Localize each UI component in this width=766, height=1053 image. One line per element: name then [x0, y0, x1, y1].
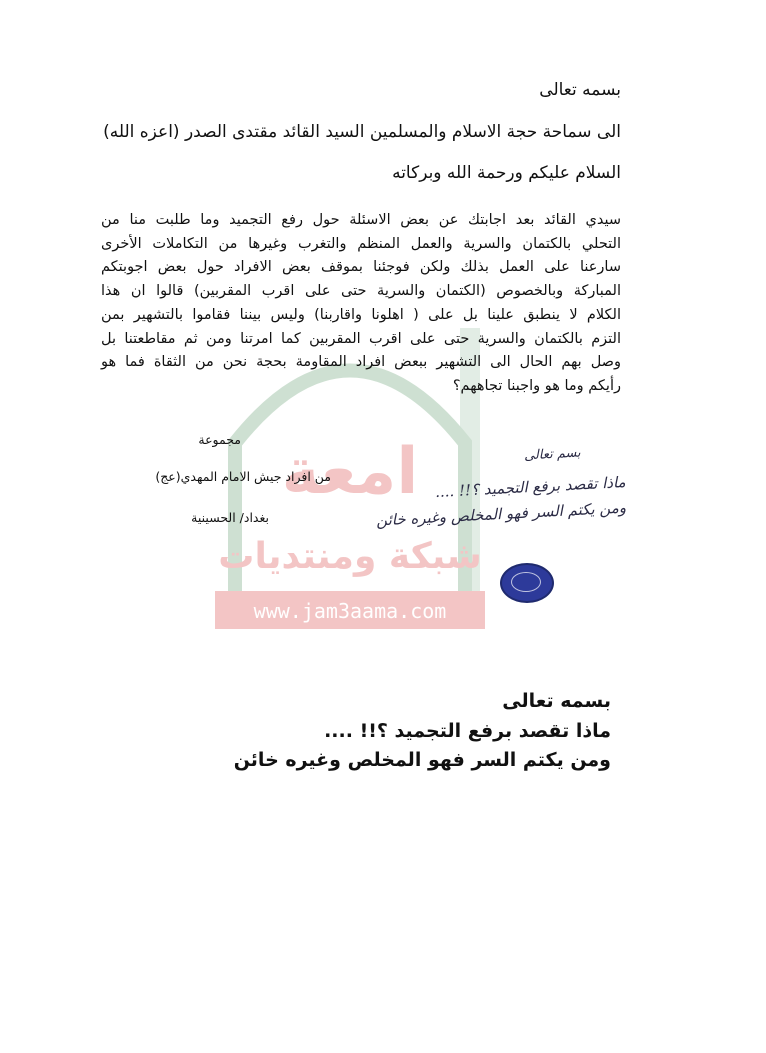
- signature-members: من افراد جيش الامام المهدي(عج): [155, 469, 331, 484]
- greeting-line: السلام عليكم ورحمة الله وبركاته: [392, 163, 621, 183]
- body-line: التحلي بالكتمان والسرية والعمل المنظم والتغرب وغيرها من التكاملات الأخرى: [101, 235, 621, 252]
- watermark-brand: امعة: [281, 435, 419, 509]
- handwritten-heading: بسم تعالى: [523, 445, 582, 464]
- body-line: وصل بهم الحال الى التشهير ببعض افراد المقاومة بحجة نحن من الثقاة فما هو: [101, 354, 621, 371]
- transcription-line-1: بسمه تعالى: [502, 690, 611, 712]
- basmala: بسمه تعالى: [539, 80, 621, 100]
- transcription-line-2: ماذا تقصد برفع التجميد ؟!! ....: [324, 720, 611, 742]
- signature-location: بغداد/ الحسينية: [191, 510, 269, 525]
- body-line: التزم بالكتمان والسرية حتى على اقرب المقربين كما امرتنا ومن ثم مقاطعتنا بل: [101, 330, 621, 347]
- seal-inner-ring: [511, 572, 541, 592]
- watermark-url: www.jam3aama.com: [253, 599, 447, 623]
- body-line: سيدي القائد بعد اجابتك عن بعض الاسئلة حول رفع التجميد وما طلبت منا من: [101, 212, 621, 228]
- signature-collective: مجموعة: [198, 432, 241, 447]
- body-line: الكلام لا ينطبق علينا بل على ( اهلونا واقاربنا) وليس بيننا فقاموا بالتشهير بمن: [101, 306, 621, 323]
- handwritten-line-2: ومن يكتم السر فهو المخلص وغيره خائن: [375, 498, 627, 530]
- handwritten-line-1: ماذا تقصد برفع التجميد ؟!! ....: [435, 473, 627, 501]
- recipient-line: الى سماحة حجة الاسلام والمسلمين السيد القائد مقتدى الصدر (اعزه الله): [103, 122, 621, 142]
- body-line: المباركة وبالخصوص (الكتمان والسرية حتى على اقرب المقربين) قالوا ان هذا: [101, 283, 621, 300]
- ink-seal-stamp: [500, 563, 554, 603]
- letter-body: [101, 209, 621, 399]
- transcription-line-3: ومن يكتم السر فهو المخلص وغيره خائن: [233, 749, 611, 771]
- watermark-tagline: شبكة ومنتديات: [218, 536, 482, 577]
- body-line: رأيكم وما هو واجبنا تجاههم؟: [452, 377, 621, 394]
- body-line: سارعنا على العمل بذلك ولكن فوجئنا بموقف بعض الافراد حول بعض اجوبتكم: [101, 259, 621, 276]
